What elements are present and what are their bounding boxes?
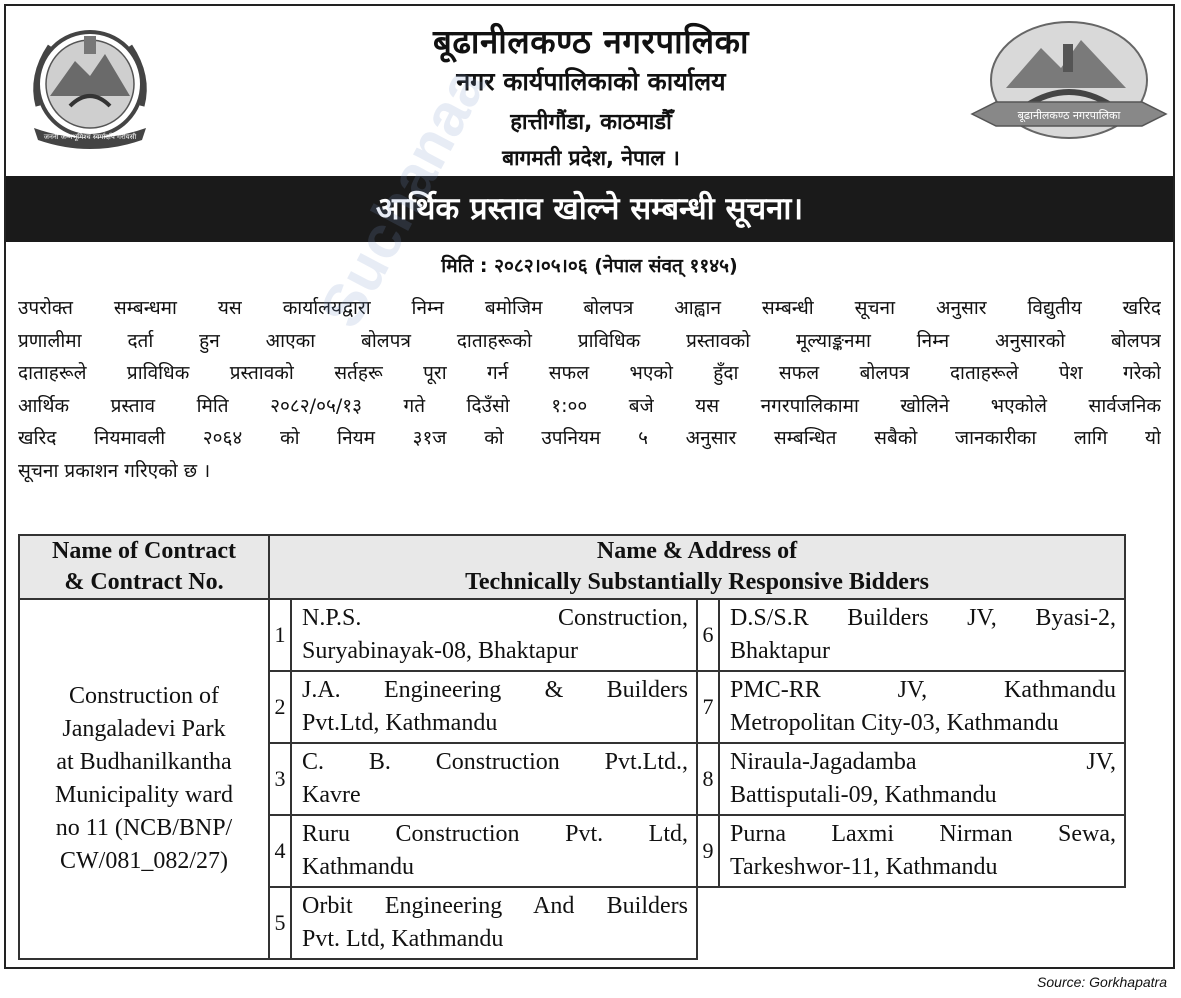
municipality-logo-icon — [966, 18, 1172, 148]
bidder-cell: Niraula-Jagadamba JV, Battisputali-09, Kathmandu — [719, 743, 1125, 815]
bidder-cell: D.S/S.R Builders JV, Byasi-2, Bhaktapur — [719, 599, 1125, 671]
bidder-cell: Purna Laxmi Nirman Sewa, Tarkeshwor-11, Kathmandu — [719, 815, 1125, 887]
empty-cell — [697, 887, 1125, 959]
municipality-name: बूढानीलकण्ठ नगरपालिका — [432, 22, 750, 61]
notice-body — [18, 292, 1161, 487]
address-line-2: बागमती प्रदेश, नेपाल । — [502, 146, 680, 170]
body-line: दाताहरूले प्राविधिक प्रस्तावको सर्तहरू पूरा गर्न सफल भएको हुँदा सफल बोलपत्र दाताहरूले पेश गरेको — [18, 362, 1161, 384]
body-line: उपरोक्त सम्बन्धमा यस कार्यालयद्वारा निम्न बमोजिम बोलपत्र आह्वान सम्बन्धी सूचना अनुसार विद्युतीय खरिद — [18, 297, 1161, 319]
source-credit: Source: Gorkhapatra — [1037, 974, 1167, 990]
body-line: खरिद नियमावली २०६४ को नियम ३१ज को उपनियम ५ अनुसार सम्बन्धित सबैको जानकारीका लागि यो — [18, 427, 1161, 449]
office-name: नगर कार्यपालिकाको कार्यालय — [456, 67, 726, 96]
notice-frame — [4, 4, 1175, 969]
bidder-number: 6 — [697, 599, 719, 671]
bidders-table — [18, 534, 1126, 960]
notice-date: मिति : २०८२।०५।०६ (नेपाल संवत् ११४५) — [441, 255, 738, 277]
table-header-row — [19, 535, 1125, 599]
bidder-number: 9 — [697, 815, 719, 887]
bidder-number: 5 — [269, 887, 291, 959]
header-contract: Name of Contract & Contract No. — [19, 535, 269, 599]
bidder-cell: PMC-RR JV, Kathmandu Metropolitan City-03, Kathmandu — [719, 671, 1125, 743]
body-line: प्रणालीमा दर्ता हुन आएका बोलपत्र दाताहरूको प्राविधिक प्रस्तावको मूल्याङ्कनमा निम्न अनुसारको बोलपत्र — [18, 329, 1161, 352]
bidder-number: 8 — [697, 743, 719, 815]
bidder-number: 1 — [269, 599, 291, 671]
address-line-1: हात्तीगौंडा, काठमाडौँ — [510, 110, 672, 135]
body-line: सूचना प्रकाशन गरिएको छ । — [18, 459, 211, 482]
bidder-cell: C. B. Construction Pvt.Ltd., Kavre — [291, 743, 697, 815]
body-line: आर्थिक प्रस्ताव मिति २०८२/०५/१३ गते दिउँसो १:०० बजे यस नगरपालिकामा खोलिने भएकोले सार्वजनिक — [18, 394, 1161, 417]
bidder-cell: N.P.S. Construction, Suryabinayak-08, Bhaktapur — [291, 599, 697, 671]
bidder-cell: Ruru Construction Pvt. Ltd, Kathmandu — [291, 815, 697, 887]
bidder-number: 3 — [269, 743, 291, 815]
svg-text:बूढानीलकण्ठ नगरपालिका: बूढानीलकण्ठ नगरपालिका — [1017, 109, 1121, 122]
nepal-emblem-icon — [20, 16, 160, 156]
bidder-number: 7 — [697, 671, 719, 743]
notice-title: आर्थिक प्रस्ताव खोल्ने सम्बन्धी सूचना। — [6, 176, 1173, 242]
header-bidders: Name & Address of Technically Substantially Responsive Bidders — [269, 535, 1125, 599]
table-row — [19, 599, 1125, 671]
bidder-cell: J.A. Engineering & Builders Pvt.Ltd, Kathmandu — [291, 671, 697, 743]
bidder-number: 2 — [269, 671, 291, 743]
bidder-number: 4 — [269, 815, 291, 887]
bidder-cell: Orbit Engineering And Builders Pvt. Ltd, Kathmandu — [291, 887, 697, 959]
contract-name: Construction of Jangaladevi Park at Budhanilkantha Municipality ward no 11 (NCB/BNP/ CW/081_082/27) — [19, 599, 269, 959]
svg-text:जननी जन्मभूमिश्च स्वर्गादपि गर: जननी जन्मभूमिश्च स्वर्गादपि गरीयसी — [43, 133, 137, 141]
